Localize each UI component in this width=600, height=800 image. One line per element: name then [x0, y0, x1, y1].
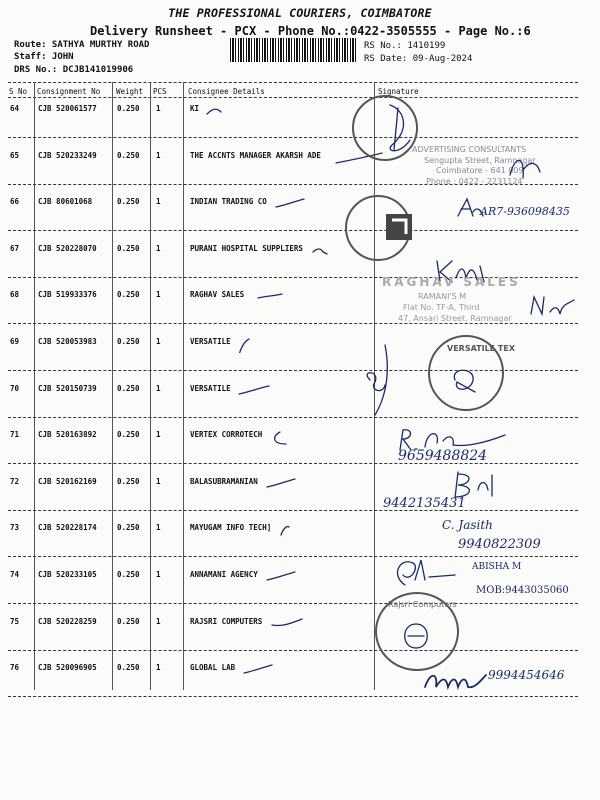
- row-separator: [8, 230, 578, 231]
- signature-70: [445, 362, 485, 398]
- row-separator: [8, 556, 578, 557]
- col-header-pcs: PCS: [153, 87, 167, 96]
- row-consignee: BALASUBRAMANIAN: [190, 476, 258, 486]
- row-sno: 72: [10, 476, 20, 486]
- row-consignment-no: CJB 520061577: [38, 104, 97, 113]
- row-consignment-no: CJB 520096905: [38, 663, 97, 673]
- row-sno: 73: [10, 523, 20, 533]
- phone-71: 9659488824: [398, 448, 488, 464]
- row-weight: 0.250: [117, 570, 140, 579]
- row-pcs: 1: [156, 616, 161, 626]
- signature-68: [528, 292, 578, 322]
- col-header-signature: Signature: [378, 87, 419, 96]
- delivery-check-mark: [270, 428, 320, 446]
- row-pcs: 1: [156, 104, 161, 113]
- table-top-rule: [8, 82, 578, 83]
- row-consignee: RAJSRI COMPUTERS: [190, 616, 263, 626]
- row-sno: 69: [10, 337, 20, 346]
- row-consignee: KI: [190, 104, 200, 113]
- row-sno: 65: [10, 150, 20, 160]
- stamp-name: Rajsri Computers: [388, 600, 457, 609]
- row-consignee: THE ACCNTS MANAGER AKARSH ADE: [190, 150, 321, 160]
- row-sno: 66: [10, 197, 20, 207]
- row-weight: 0.250: [117, 430, 140, 440]
- stamp-line: RAMANI'S M: [418, 292, 467, 301]
- column-divider: [112, 82, 113, 690]
- phone-76: 9994454646: [488, 668, 565, 682]
- col-header-consignee: Consignee Details: [188, 87, 265, 96]
- column-divider: [34, 82, 35, 690]
- rs-number: RS No.: 1410199: [364, 41, 446, 51]
- row-consignment-no: CJB 520162169: [38, 476, 97, 486]
- row-sno: 70: [10, 383, 20, 393]
- delivery-check-mark: [256, 288, 306, 306]
- row-weight: 0.250: [117, 523, 140, 533]
- rs-date: RS Date: 09-Aug-2024: [364, 54, 473, 64]
- row-separator: [8, 323, 578, 324]
- row-weight: 0.250: [117, 616, 140, 626]
- stamp-line: Coimbatore - 641 009: [436, 166, 524, 175]
- row-weight: 0.250: [117, 290, 140, 300]
- row-pcs: 1: [156, 663, 161, 673]
- phone-73: 9940822309: [458, 537, 541, 552]
- row-pcs: 1: [156, 243, 161, 253]
- row-pcs: 1: [156, 430, 161, 440]
- row-consignee: MAYUGAM INFO TECH]: [190, 523, 272, 533]
- delivery-check-mark: [279, 521, 329, 539]
- row-weight: 0.250: [117, 476, 140, 486]
- row-pcs: 1: [156, 290, 161, 300]
- row-consignment-no: CJB 520233249: [38, 150, 97, 160]
- phone-72: 9442135431: [383, 496, 466, 511]
- row-separator: [8, 510, 578, 511]
- delivery-check-mark: [205, 102, 255, 120]
- row-pcs: 1: [156, 383, 161, 393]
- delivery-check-mark: [270, 615, 320, 633]
- row-consignee: VERSATILE: [190, 383, 231, 393]
- row-weight: 0.250: [117, 197, 140, 207]
- row-weight: 0.250: [117, 243, 140, 253]
- row-weight: 0.250: [117, 104, 140, 113]
- stamp-logo: [382, 210, 416, 244]
- signature-74: [385, 555, 465, 590]
- row-pcs: 1: [156, 150, 161, 160]
- col-header-weight: Weight: [116, 87, 144, 96]
- company-title: THE PROFESSIONAL COURIERS, COIMBATORE: [168, 6, 432, 20]
- column-divider: [183, 82, 184, 690]
- phone-74: MOB:9443035060: [476, 585, 569, 596]
- row-separator: [8, 696, 578, 697]
- staff-label: Staff: JOHN: [14, 52, 74, 62]
- stamp-line: Phone : 0422 - 2231124: [426, 177, 523, 186]
- row-sno: 74: [10, 570, 20, 579]
- row-consignment-no: CJB 520053983: [38, 337, 97, 346]
- col-header-consignment: Consignment No: [37, 87, 101, 96]
- row-sno: 67: [10, 243, 20, 253]
- row-consignee: PURANI HOSPITAL SUPPLIERS: [190, 243, 303, 253]
- phone-66: AR7-936098435: [480, 205, 570, 218]
- signature-76: [420, 667, 490, 695]
- row-pcs: 1: [156, 197, 161, 207]
- row-consignment-no: CJB 520150739: [38, 383, 97, 393]
- stamp-line: Sengupta Street, Ramnagar: [424, 156, 536, 165]
- stamp-name: RAGHAV SALES: [382, 275, 521, 289]
- stamp-line: ADVERTISING CONSULTANTS: [412, 145, 527, 154]
- column-divider: [150, 82, 151, 690]
- row-consignee: ANNAMANI AGENCY: [190, 570, 258, 579]
- row-separator: [8, 603, 578, 604]
- row-consignee: GLOBAL LAB: [190, 663, 236, 673]
- row-weight: 0.250: [117, 337, 140, 346]
- row-sno: 71: [10, 430, 20, 440]
- row-sno: 64: [10, 104, 20, 113]
- row-separator: [8, 137, 578, 138]
- row-consignee: VERSATILE: [190, 337, 231, 346]
- row-consignee: INDIAN TRADING CO: [190, 197, 267, 207]
- row-consignee: VERTEX CORROTECH: [190, 430, 263, 440]
- row-consignment-no: CJB 520163892: [38, 430, 97, 440]
- row-consignee: RAGHAV SALES: [190, 290, 245, 300]
- signature-65: [505, 150, 545, 185]
- row-weight: 0.250: [117, 663, 140, 673]
- delivery-check-mark: [237, 335, 287, 353]
- row-sno: 76: [10, 663, 20, 673]
- row-sno: 68: [10, 290, 20, 300]
- delivery-check-mark: [242, 661, 292, 679]
- row-separator: [8, 650, 578, 651]
- stamp-line: 47, Ansari Street, Ramnagar: [398, 314, 512, 323]
- stamp-name: VERSATILE TEX: [447, 344, 516, 353]
- delivery-check-mark: [265, 568, 315, 586]
- route-label: Route: SATHYA MURTHY ROAD: [14, 40, 150, 50]
- stamp-line: Flat No. TF-A, Third: [403, 303, 480, 312]
- row-consignment-no: CJB 520228070: [38, 243, 97, 253]
- row-sno: 75: [10, 616, 20, 626]
- row-pcs: 1: [156, 570, 161, 579]
- row-pcs: 1: [156, 337, 161, 346]
- row-consignment-no: CJB 519933376: [38, 290, 97, 300]
- row-pcs: 1: [156, 476, 161, 486]
- signature-69-70: [355, 340, 395, 420]
- barcode: [230, 38, 356, 62]
- row-weight: 0.250: [117, 150, 140, 160]
- drs-number: DRS No.: DCJB141019906: [14, 65, 134, 75]
- col-header-sno: S No: [9, 87, 28, 96]
- delivery-check-mark: [274, 195, 324, 213]
- signature-75: [396, 618, 436, 654]
- runsheet-title: Delivery Runsheet - PCX - Phone No.:0422-3505555 - Page No.:6: [90, 24, 531, 38]
- row-separator: [8, 463, 578, 464]
- name-74: ABISHA M: [472, 562, 522, 572]
- row-consignment-no: CJB 520228259: [38, 616, 97, 626]
- header-rule: [8, 97, 578, 98]
- delivery-check-mark: [237, 382, 287, 400]
- row-weight: 0.250: [117, 383, 140, 393]
- name-73: C. Jasith: [442, 518, 493, 532]
- row-pcs: 1: [156, 523, 161, 533]
- row-consignment-no: CJB 80601068: [38, 197, 93, 207]
- row-separator: [8, 417, 578, 418]
- delivery-check-mark: [265, 475, 315, 493]
- row-consignment-no: CJB 520228174: [38, 523, 97, 533]
- row-consignment-no: CJB 520233105: [38, 570, 97, 579]
